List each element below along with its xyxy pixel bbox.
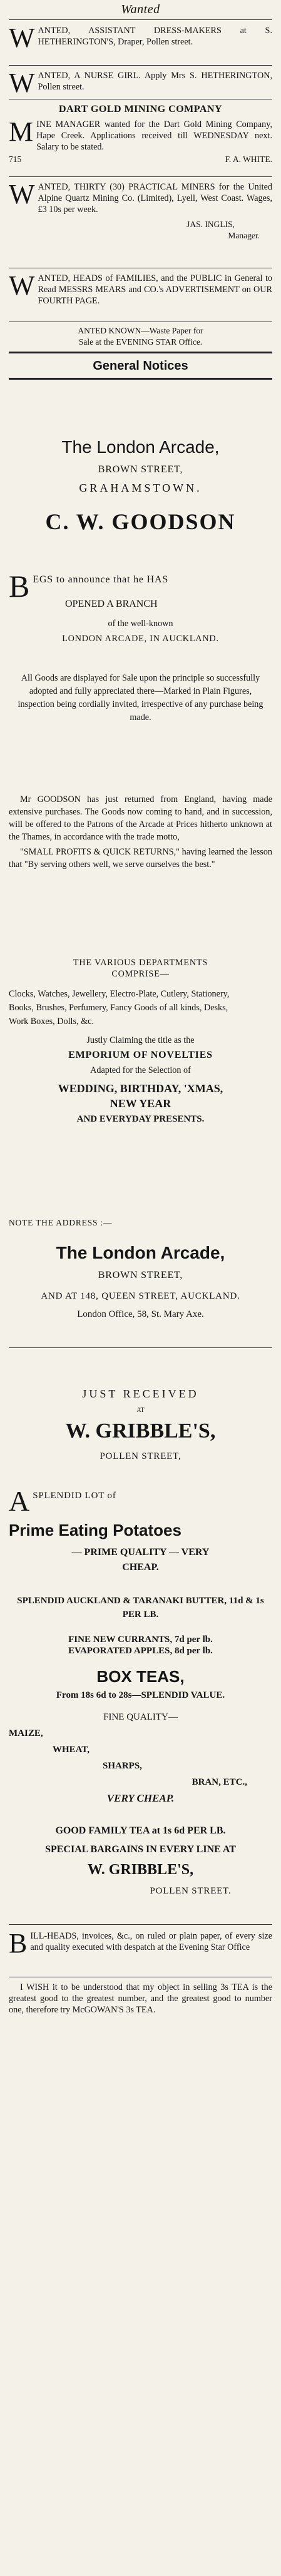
wanted-miners-ad xyxy=(9,181,272,241)
currants-block xyxy=(9,1634,272,1656)
drop-cap: M xyxy=(9,116,34,147)
box-teas-block xyxy=(9,1666,272,1701)
drop-cap: B xyxy=(9,569,30,604)
family-tea-block xyxy=(9,1825,272,1897)
divider-thick xyxy=(9,352,272,353)
general-notices-header xyxy=(9,359,272,373)
ad-text: ANTED, A NURSE GIRL. Apply Mrs S. HETHERINGTON, Pollen street. xyxy=(38,71,272,92)
special-bargains: SPECIAL BARGAINS IN EVERY LINE AT xyxy=(45,1844,236,1855)
ad-signature: JAS. INGLIS, xyxy=(186,220,235,229)
at-line: AT xyxy=(136,1407,145,1414)
ad-text: ANTED, HEADS of FAMILIES, and the PUBLIC in General to Read MESSRS MEARS and CO.'s ADVERTISEMENT on OUR FOURTH PAGE. xyxy=(38,273,272,306)
ad-text: ILL-HEADS, invoices, &c., on ruled or plain paper, of every size and quality executed with despatch at the Evening Star Office xyxy=(30,1931,272,1952)
intro-line: OPENED A BRANCH xyxy=(65,599,158,609)
paragraph-text: Mr GOODSON has just returned from England, having made extensive purchases. The Goods now coming to hand, and in succession, will be offered to the Patrons of the Arcade at Prices hitherto unknown at the Thames, in accordance with the trade motto, xyxy=(9,794,272,842)
departments-block xyxy=(9,957,272,1126)
potatoes-line: Prime Eating Potatoes xyxy=(9,1521,181,1539)
divider-thick xyxy=(9,378,272,380)
ad-text: ANTED, ASSISTANT DRESS-MAKERS at S. HETHERINGTON'S, Draper, Pollen street. xyxy=(38,26,272,47)
butter-line: SPLENDID AUCKLAND & TARANAKI BUTTER, 11d & 1s PER LB. xyxy=(17,1596,264,1620)
returned-paragraph xyxy=(9,793,272,871)
apples-line: EVAPORATED APPLES, 8d per lb. xyxy=(68,1646,213,1656)
divider xyxy=(9,176,272,177)
store-street-repeat: POLLEN STREET. xyxy=(150,1886,232,1896)
presents-line: WEDDING, BIRTHDAY, 'XMAS, xyxy=(58,1082,223,1095)
departments-line: COMPRISE— xyxy=(111,969,170,979)
paragraph-text: All Goods are displayed for Sale upon the principle so successfully adopted and fully appreciated there—Marked in Plain Figures, inspection being cordially invited, irrespective of any purchase being made. xyxy=(18,673,263,723)
drop-cap: W xyxy=(9,270,35,301)
mcgowan-tea-ad xyxy=(9,1982,272,2016)
london-office: London Office, 58, St. Mary Axe. xyxy=(77,1309,204,1319)
section-title: Wanted xyxy=(121,3,160,16)
lot-line: SPLENDID LOT of xyxy=(33,1491,116,1501)
ad-signature-title: Manager. xyxy=(228,231,260,240)
fine-quality: FINE QUALITY— xyxy=(103,1712,178,1722)
note-address xyxy=(9,1217,272,1229)
arcade-title-repeat: The London Arcade, xyxy=(56,1243,225,1262)
ad-text: INE MANAGER wanted for the Dart Gold Mining Company, Hape Creek. Applications received till WEDNESDAY next. Salary to be stated. xyxy=(36,119,272,152)
tea-price: From 18s 6d to 28s—SPLENDID VALUE. xyxy=(56,1690,225,1700)
wheat-line: WHEAT, xyxy=(53,1745,90,1755)
waste-paper-ad xyxy=(9,325,272,348)
dart-gold-mining-ad xyxy=(9,104,272,165)
arcade-town: GRAHAMSTOWN. xyxy=(79,482,202,494)
ad-signature: F. A. WHITE. xyxy=(225,155,272,164)
ad-text: I WISH it to be understood that my object in selling 3s TEA is the greatest good to the greatest number, and the greatest good to number one, therefore try McGOWAN'S 3s TEA. xyxy=(9,1982,272,2015)
store-street: POLLEN STREET, xyxy=(100,1451,181,1461)
arcade-address-block xyxy=(9,1242,272,1320)
presents-line: AND EVERYDAY PRESENTS. xyxy=(76,1114,205,1124)
departments-line: THE VARIOUS DEPARTMENTS xyxy=(73,958,208,968)
drop-cap: W xyxy=(9,23,35,53)
store-name: W. GRIBBLE'S, xyxy=(65,1419,216,1443)
store-name-repeat: W. GRIBBLE'S, xyxy=(87,1862,194,1878)
arcade-intro xyxy=(9,569,272,644)
intro-line: EGS to announce that he HAS xyxy=(33,574,169,585)
divider xyxy=(9,1347,272,1348)
section-title: General Notices xyxy=(93,359,188,373)
divider xyxy=(9,65,272,66)
intro-line: of the well-known xyxy=(108,619,173,629)
currants-line: FINE NEW CURRANTS, 7d per lb. xyxy=(68,1635,213,1645)
note-line: NOTE THE ADDRESS :— xyxy=(9,1218,113,1227)
butter-block xyxy=(9,1594,272,1621)
proprietor-name: C. W. GOODSON xyxy=(45,509,236,534)
presents-line: NEW YEAR xyxy=(110,1097,171,1110)
emporium-line: EMPORIUM OF NOVELTIES xyxy=(68,1050,213,1060)
cheap-line: CHEAP. xyxy=(122,1562,159,1573)
divider xyxy=(9,1924,272,1925)
wanted-families-ad xyxy=(9,270,272,307)
goods-paragraph xyxy=(9,672,272,724)
drop-cap: W xyxy=(9,179,35,210)
wanted-section-header xyxy=(9,3,272,20)
drop-cap: B xyxy=(9,1928,28,1959)
just-received: JUST RECEIVED xyxy=(82,1387,199,1400)
intro-line: LONDON ARCADE, IN AUCKLAND. xyxy=(62,634,219,644)
maize-line: MAIZE, xyxy=(9,1728,43,1738)
wanted-nurse-girl-ad xyxy=(9,68,272,98)
family-tea: GOOD FAMILY TEA at 1s 6d PER LB. xyxy=(55,1825,226,1836)
wanted-dressmakers-ad xyxy=(9,23,272,53)
arcade-street: BROWN STREET, xyxy=(98,464,183,475)
sharps-line: SHARPS, xyxy=(103,1761,142,1771)
departments-list: Clocks, Watches, Jewellery, Electro-Plate, Cutlery, Stationery, Books, Brushes, Perfumery, Fancy Goods of all kinds, Desks, Work Boxes, Dolls, &c. xyxy=(9,989,230,1027)
ad-line: ANTED KNOWN—Waste Paper for xyxy=(78,326,203,335)
company-heading: DART GOLD MINING COMPANY xyxy=(58,104,223,114)
arcade-title: The London Arcade, xyxy=(61,437,220,457)
auckland-address: AND AT 148, QUEEN STREET, AUCKLAND. xyxy=(41,1291,240,1301)
ad-line: Sale at the EVENING STAR Office. xyxy=(78,337,203,347)
billheads-ad xyxy=(9,1928,272,1959)
bran-line: BRAN, ETC., xyxy=(192,1777,247,1787)
adapted-line: Adapted for the Selection of xyxy=(90,1065,191,1075)
london-arcade-ad xyxy=(9,437,272,535)
claiming-line: Justly Claiming the title as the xyxy=(86,1035,195,1045)
drop-cap: W xyxy=(9,68,35,98)
prime-line: — PRIME QUALITY — VERY xyxy=(71,1547,210,1558)
very-cheap: VERY CHEAP. xyxy=(106,1792,175,1804)
produce-block xyxy=(9,1711,272,1804)
paragraph-text: "SMALL PROFITS & QUICK RETURNS," having learned the lesson that "By serving others well, we serve ourselves the best." xyxy=(9,847,272,870)
ad-text: ANTED, THIRTY (30) PRACTICAL MINERS for the United Alpine Quartz Mining Co. (Limited), Lyell, West Coast. Wages, £3 10s per week. xyxy=(38,182,272,215)
gribble-ad xyxy=(9,1387,272,1462)
ad-reference: 715 xyxy=(9,155,22,164)
drop-cap: A xyxy=(9,1485,30,1517)
box-teas-title: BOX TEAS, xyxy=(96,1667,185,1686)
divider xyxy=(9,19,272,20)
potatoes-block xyxy=(9,1485,272,1575)
arcade-street-repeat: BROWN STREET, xyxy=(98,1270,183,1280)
